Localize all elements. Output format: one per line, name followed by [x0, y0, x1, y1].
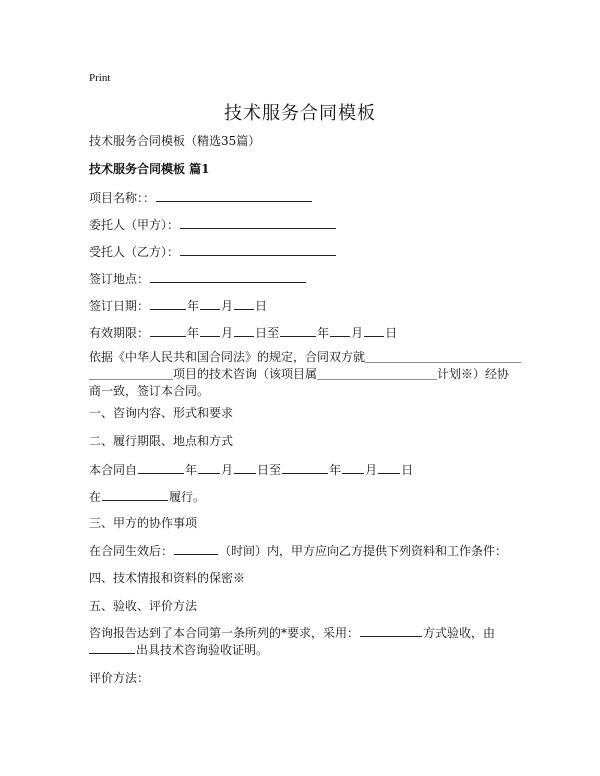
acceptance-line-1 [89, 624, 495, 641]
field-label: 签订日期： [89, 299, 150, 313]
blank-line [102, 488, 168, 501]
unit-day: 日 [255, 299, 268, 313]
term-line [89, 461, 413, 478]
coop-prefix: 在合同生效后： [89, 544, 174, 558]
legal-basis-paragraph [89, 349, 522, 400]
term-prefix: 本合同自 [89, 463, 138, 477]
unit-year: 年 [187, 326, 200, 340]
blank-line [180, 216, 336, 229]
field-sign-place [89, 270, 307, 287]
field-label: 委托人（甲方）： [89, 218, 180, 232]
section-1-heading: 一、咨询内容、形式和要求 [89, 406, 234, 420]
blank-line [280, 324, 316, 337]
section-4-heading: 四、技术情报和资料的保密※ [89, 571, 246, 585]
blank-line [364, 324, 384, 337]
acceptance-line2-text: 出具技术咨询验收证明。 [136, 643, 269, 657]
coop-suffix: （时间）内，甲方应向乙方提供下列资料和工作条件： [219, 544, 508, 558]
place-prefix: 在 [89, 490, 102, 504]
blank-line [174, 542, 218, 555]
unit-month: 月 [221, 299, 234, 313]
section-5-heading: 五、验收、评价方法 [89, 599, 198, 613]
blank-line [150, 324, 186, 337]
unit-month: 月 [351, 326, 364, 340]
evaluation-label: 评价方法： [89, 671, 150, 685]
field-sign-date [89, 297, 267, 314]
field-label: 受托人（乙方）： [89, 245, 180, 259]
field-label: 有效期限： [89, 326, 150, 340]
blank-line [89, 641, 135, 654]
blank-line [138, 461, 184, 474]
acceptance-suffix: 方式验收，由 [423, 626, 496, 640]
paragraph-line: 商一致，签订本合同。 [89, 384, 210, 398]
acceptance-line-2 [89, 641, 268, 658]
field-contractor [89, 243, 337, 260]
blank-line [180, 243, 336, 256]
document-subtitle: 技术服务合同模板（精选35篇） [89, 134, 261, 148]
place-line [89, 488, 205, 505]
paragraph-line: ＿＿＿＿＿＿＿项目的技术咨询（该项目属＿＿＿＿＿＿＿＿＿＿计划※）经协 [89, 367, 510, 381]
field-project-name [89, 189, 313, 206]
unit-year: 年 [185, 463, 198, 477]
blank-line [150, 270, 306, 283]
unit-day: 日 [401, 463, 414, 477]
blank-line [342, 461, 364, 474]
unit-day: 日 [255, 326, 268, 340]
blank-line [234, 461, 256, 474]
unit-month: 月 [365, 463, 378, 477]
blank-line [200, 297, 220, 310]
blank-line [330, 324, 350, 337]
print-label: Print [89, 72, 111, 84]
paragraph-line: 依据《中华人民共和国合同法》的规定，合同双方就＿＿＿＿＿＿＿＿＿＿＿＿＿ [89, 350, 522, 364]
field-client [89, 216, 337, 233]
place-suffix: 履行。 [169, 490, 206, 504]
section-3-heading: 三、甲方的协作事项 [89, 516, 198, 530]
unit-day: 日 [257, 463, 270, 477]
field-label: 项目名称：： [89, 191, 156, 205]
cooperation-line [89, 542, 507, 559]
unit-month: 月 [221, 326, 234, 340]
unit-month: 月 [221, 463, 234, 477]
blank-line [234, 324, 254, 337]
section-heading: 技术服务合同模板 篇1 [89, 162, 210, 176]
field-validity [89, 324, 397, 341]
document-title: 技术服务合同模板 [224, 103, 376, 124]
unit-year: 年 [329, 463, 342, 477]
unit-year: 年 [317, 326, 330, 340]
unit-year: 年 [187, 299, 200, 313]
unit-day: 日 [385, 326, 398, 340]
blank-line [156, 189, 312, 202]
blank-line [150, 297, 186, 310]
unit-to: 至 [269, 463, 282, 477]
section-2-heading: 二、履行期限、地点和方式 [89, 434, 234, 448]
blank-line [198, 461, 220, 474]
blank-line [200, 324, 220, 337]
unit-to: 至 [267, 326, 280, 340]
blank-line [378, 461, 400, 474]
blank-line [234, 297, 254, 310]
field-label: 签订地点： [89, 272, 150, 286]
blank-line [282, 461, 328, 474]
acceptance-prefix: 咨询报告达到了本合同第一条所列的*要求，采用： [89, 626, 360, 640]
blank-line [360, 624, 422, 637]
